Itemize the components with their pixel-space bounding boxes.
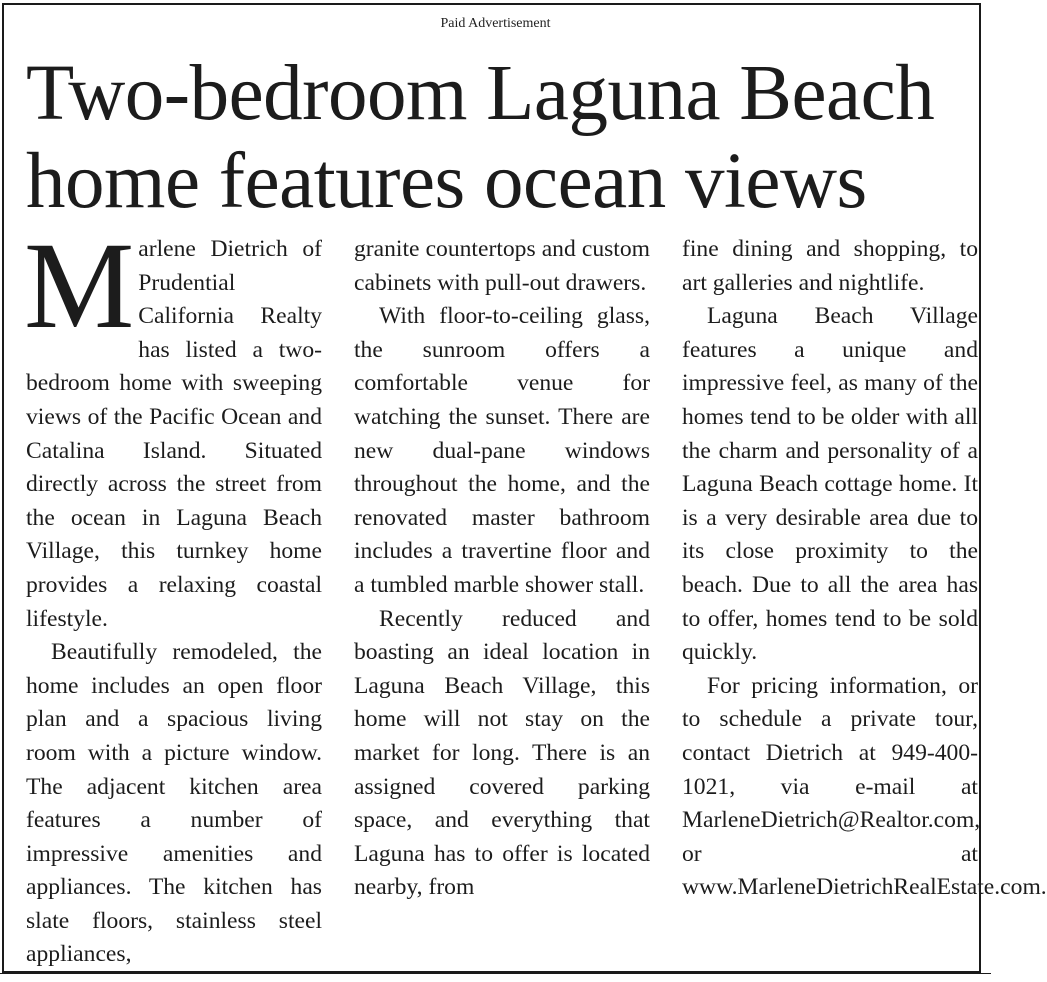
- article-paragraph: [24, 217, 322, 636]
- contact-paragraph: For pricing information, or to schedule a private tour, contact Dietrich at 949-400-1021, via e-mail at MarleneDietrich@Realtor.com, or at www.MarleneDietrichRealEstate.com.: [682, 672, 1047, 901]
- article-paragraph: Laguna Beach Village features a unique and impressive feel, as many of the homes tend to be older with all the charm and personality of a Laguna Beach cottage home. It is a very desirable area due to its close proximity to the beach. Due to all the area has to offer, homes tend to be sold quickly.: [682, 303, 978, 666]
- article-paragraph: With floor-to-ceiling glass, the sunroom offers a comfortable venue for watching the sunset. There are new dual-pane windows throughout the home, and the renovated master bathroom includes a travertine floor and a tumbled marble shower stall.: [354, 303, 650, 598]
- ad-label: Paid Advertisement: [440, 16, 551, 31]
- article-paragraph: fine dining and shopping, to art galleries and nightlife.: [682, 236, 978, 296]
- article-column-3: [682, 233, 1047, 973]
- drop-cap: M: [24, 217, 135, 354]
- bottom-rule: [0, 973, 991, 974]
- headline: Two-bedroom Laguna Beach home features ocean views: [26, 50, 935, 225]
- paragraph-text: arlene Dietrich of Prudential California Realty has listed a two-bedroom home with sweeping views of the Pacific Ocean and Catalina Island. Situated directly across the street from the ocean in Laguna Beach Village, this turnkey home provides a relaxing coastal lifestyle.: [26, 236, 322, 632]
- article-column-1: [24, 217, 322, 973]
- article-column-2: [354, 233, 650, 973]
- article-paragraph: Beautifully remodeled, the home includes an open floor plan and a spacious living room with a picture window. The adjacent kitchen area features a number of impressive amenities and appliances. The kitchen has slate floors, stainless steel appliances,: [26, 639, 322, 968]
- article-paragraph: granite countertops and custom cabinets with pull-out drawers.: [354, 236, 650, 296]
- article-paragraph: Recently reduced and boasting an ideal location in Laguna Beach Village, this home will not stay on the market for long. There is an assigned covered parking space, and everything that Laguna has to offer is located nearby, from: [354, 605, 650, 901]
